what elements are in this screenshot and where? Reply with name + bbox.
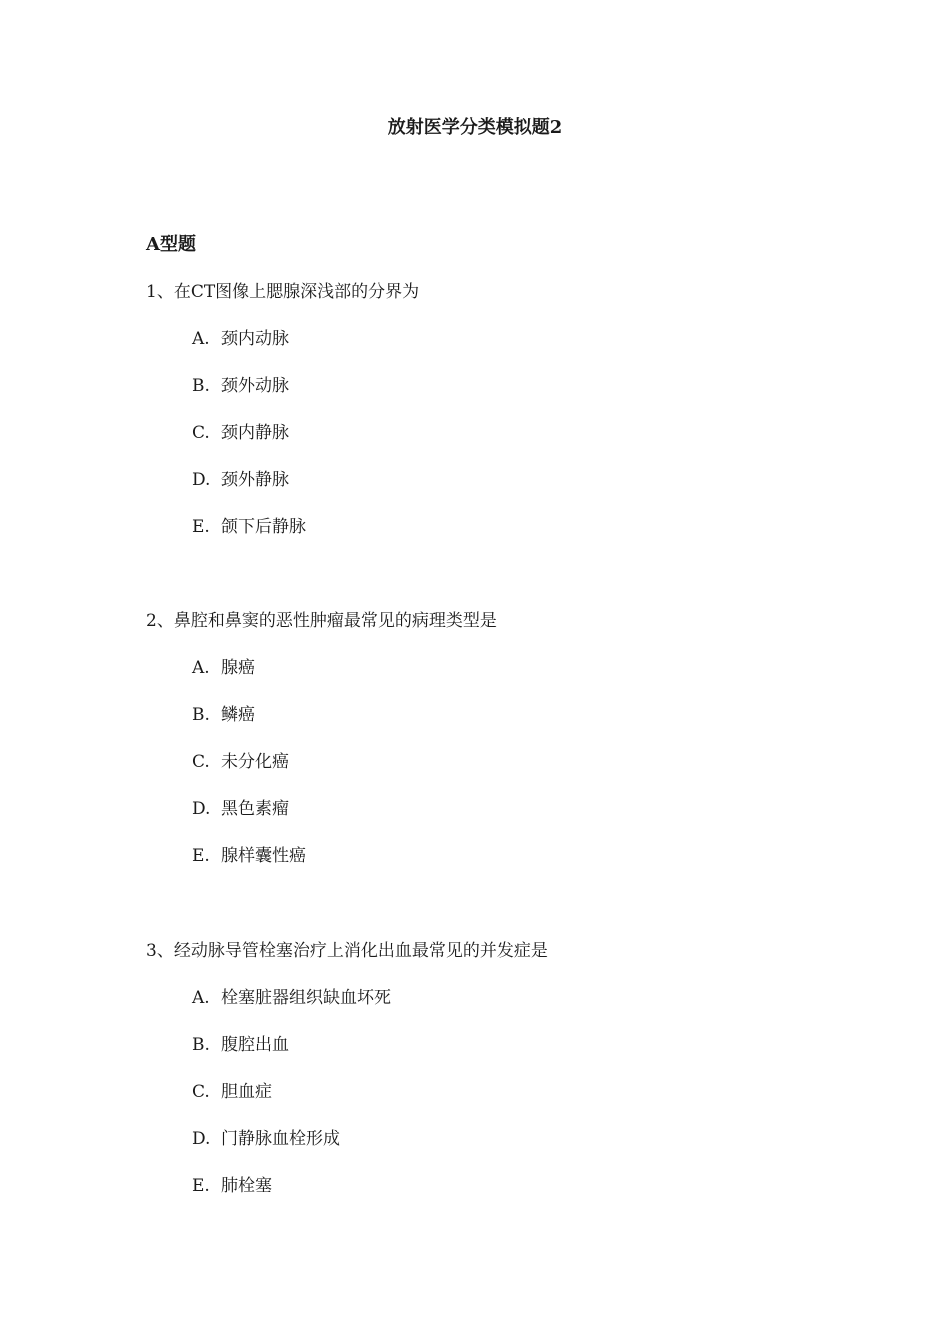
option-text: 颌下后静脉 (221, 517, 306, 537)
option-letter: B. (192, 705, 210, 725)
option-text: 未分化癌 (221, 752, 289, 772)
option-d (192, 1127, 906, 1151)
option-letter: A. (192, 658, 210, 678)
question-2 (146, 609, 906, 868)
option-a (192, 656, 906, 680)
option-text: 腹腔出血 (221, 1035, 289, 1055)
option-text: 栓塞脏器组织缺血坏死 (221, 988, 391, 1008)
option-text: 颈内动脉 (221, 329, 289, 349)
section-heading: A型题 (146, 234, 196, 255)
option-text: 鳞癌 (221, 705, 255, 725)
option-letter: D. (192, 470, 211, 490)
option-text: 肺栓塞 (221, 1176, 272, 1196)
option-letter: C. (192, 1082, 210, 1102)
option-letter: A. (192, 329, 210, 349)
option-letter: D. (192, 1129, 211, 1149)
option-letter: E. (192, 517, 210, 537)
option-c (192, 1080, 906, 1104)
option-text: 颈内静脉 (221, 423, 289, 443)
option-c (192, 421, 906, 445)
option-letter: C. (192, 752, 210, 772)
document-title: 放射医学分类模拟题2 (387, 117, 563, 138)
question-3 (146, 939, 906, 1198)
option-a (192, 327, 906, 351)
option-letter: C. (192, 423, 210, 443)
option-letter: B. (192, 1035, 210, 1055)
option-text: 腺癌 (221, 658, 255, 678)
option-text: 门静脉血栓形成 (221, 1129, 340, 1149)
option-list (146, 327, 906, 539)
option-e (192, 844, 906, 868)
option-letter: E. (192, 846, 210, 866)
question-1 (146, 280, 906, 539)
option-d (192, 797, 906, 821)
option-letter: A. (192, 988, 210, 1008)
option-list (146, 656, 906, 868)
option-e (192, 1174, 906, 1198)
option-a (192, 986, 906, 1010)
question-stem: 1、在CT图像上腮腺深浅部的分界为 (146, 282, 420, 302)
option-text: 黑色素瘤 (221, 799, 289, 819)
option-letter: E. (192, 1176, 210, 1196)
option-letter: D. (192, 799, 211, 819)
option-text: 颈外静脉 (221, 470, 289, 490)
option-d (192, 468, 906, 492)
option-list (146, 986, 906, 1198)
option-b (192, 374, 906, 398)
option-e (192, 515, 906, 539)
question-stem: 3、经动脉导管栓塞治疗上消化出血最常见的并发症是 (146, 941, 548, 961)
option-c (192, 750, 906, 774)
option-b (192, 703, 906, 727)
option-b (192, 1033, 906, 1057)
option-text: 胆血症 (221, 1082, 272, 1102)
question-stem: 2、鼻腔和鼻窦的恶性肿瘤最常见的病理类型是 (146, 611, 497, 631)
option-letter: B. (192, 376, 210, 396)
option-text: 腺样囊性癌 (221, 846, 306, 866)
option-text: 颈外动脉 (221, 376, 289, 396)
